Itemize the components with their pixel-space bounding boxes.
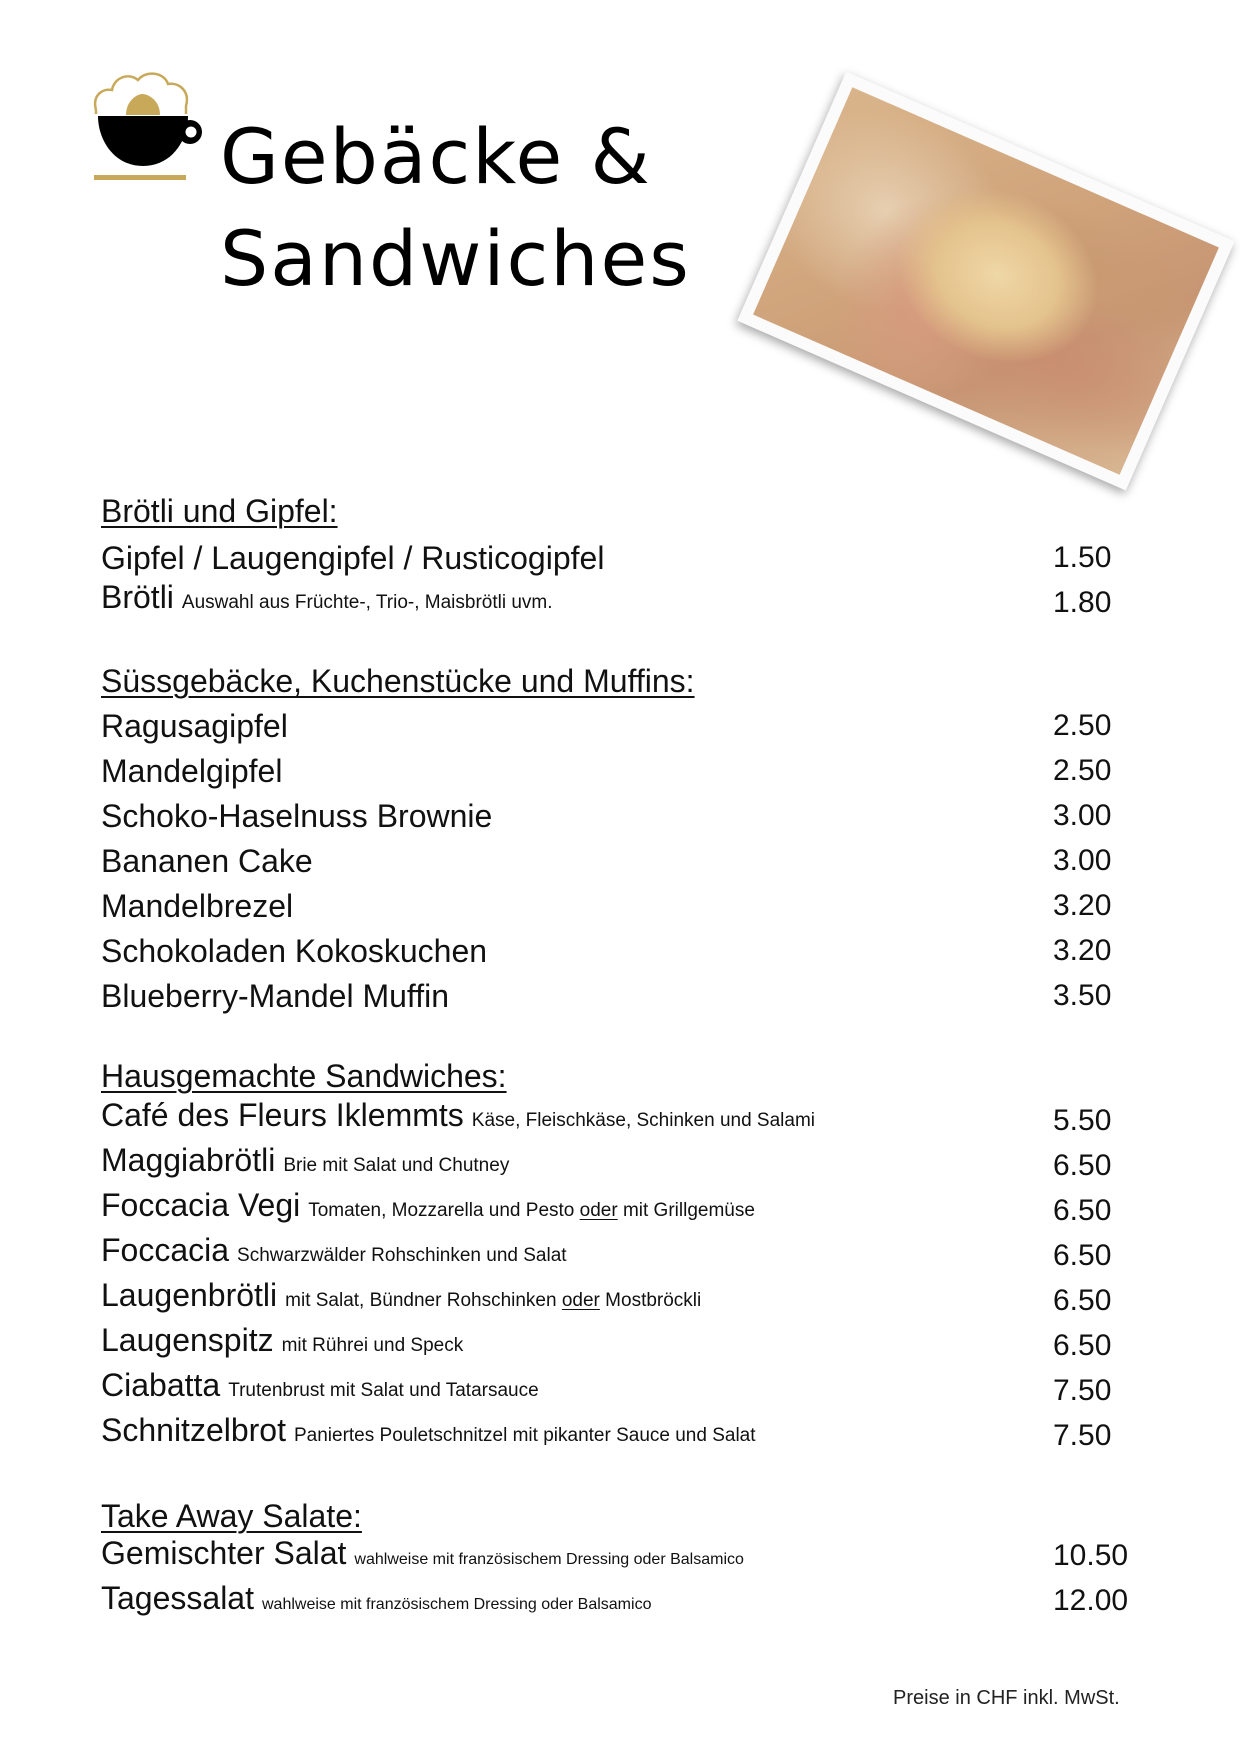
emphasis-oder: oder [579, 1200, 618, 1221]
menu-item [101, 841, 1141, 881]
item-name: Mandelgipfel [101, 753, 283, 789]
emphasis-oder: oder [561, 1290, 600, 1311]
item-name: Ciabatta [101, 1367, 221, 1403]
item-name: Schokoladen Kokoskuchen [101, 933, 488, 969]
item-price: 12.00 [1053, 1584, 1129, 1617]
page-title [220, 106, 691, 310]
item-price: 2.50 [1053, 709, 1112, 742]
item-price: 6.50 [1053, 1239, 1112, 1272]
item-description: mit Salat, Bündner Rohschinken oder Mostbröckli [285, 1290, 702, 1311]
item-price: 1.50 [1053, 541, 1112, 574]
item-name: Schnitzelbrot [101, 1412, 286, 1448]
title-line-1: Gebäcke & [220, 112, 652, 201]
item-price: 5.50 [1053, 1104, 1112, 1137]
item-price: 7.50 [1053, 1374, 1112, 1407]
item-price: 10.50 [1053, 1539, 1129, 1572]
bread-dough-photo [737, 72, 1234, 491]
section-heading-sandwiches: Hausgemachte Sandwiches: [101, 1058, 507, 1094]
item-name: Foccacia Vegi [101, 1187, 301, 1223]
menu-item [101, 976, 1141, 1016]
menu-item [101, 706, 1141, 746]
item-description: Käse, Fleischkäse, Schinken und Salami [471, 1110, 815, 1131]
menu-item [101, 579, 1141, 623]
item-price: 6.50 [1053, 1149, 1112, 1182]
menu-item [101, 1367, 1141, 1411]
section-heading-suessgebaecke: Süssgebäcke, Kuchenstücke und Muffins: [101, 663, 695, 699]
item-name: Schoko-Haselnuss Brownie [101, 798, 493, 834]
menu-item [101, 1580, 1141, 1625]
item-name: Laugenbrötli [101, 1277, 278, 1313]
section-heading-broetli: Brötli und Gipfel: [101, 493, 338, 529]
item-description: wahlweise mit französischem Dressing oder Balsamico [354, 1551, 744, 1568]
item-price: 2.50 [1053, 754, 1112, 787]
item-description: Brie mit Salat und Chutney [283, 1155, 510, 1176]
item-price: 7.50 [1053, 1419, 1112, 1452]
item-name: Café des Fleurs Iklemmts [101, 1097, 464, 1133]
item-description: Paniertes Pouletschnitzel mit pikanter Sauce und Salat [293, 1425, 756, 1446]
item-description: Auswahl aus Früchte-, Trio-, Maisbrötli uvm. [181, 592, 553, 613]
menu-item [101, 1232, 1141, 1276]
item-price: 1.80 [1053, 586, 1112, 619]
item-description: Trutenbrust mit Salat und Tatarsauce [228, 1380, 539, 1401]
menu-item [101, 538, 1141, 578]
item-price: 3.20 [1053, 889, 1112, 922]
item-name: Gipfel / Laugengipfel / Rusticogipfel [101, 540, 605, 576]
item-description: wahlweise mit französischem Dressing oder Balsamico [261, 1596, 652, 1613]
item-name: Foccacia [101, 1232, 230, 1268]
menu-item [101, 1187, 1141, 1231]
item-name: Laugenspitz [101, 1322, 274, 1358]
price-note: Preise in CHF inkl. MwSt. [893, 1687, 1120, 1709]
menu-item [101, 1412, 1141, 1456]
menu-item [101, 1277, 1141, 1321]
menu-item [101, 1142, 1141, 1186]
coffee-cup-logo-icon [86, 70, 204, 186]
title-line-2: Sandwiches [220, 214, 691, 303]
photo-image [753, 87, 1219, 474]
item-price: 6.50 [1053, 1194, 1112, 1227]
item-price: 3.00 [1053, 799, 1112, 832]
item-name: Ragusagipfel [101, 708, 288, 744]
item-name: Tagessalat [101, 1580, 254, 1616]
item-price: 3.00 [1053, 844, 1112, 877]
item-description: mit Rührei und Speck [281, 1335, 464, 1356]
item-name: Mandelbrezel [101, 888, 294, 924]
item-name: Brötli [101, 579, 174, 615]
item-name: Bananen Cake [101, 843, 313, 879]
item-price: 3.50 [1053, 979, 1112, 1012]
item-price: 6.50 [1053, 1284, 1112, 1317]
item-price: 6.50 [1053, 1329, 1112, 1362]
item-price: 3.20 [1053, 934, 1112, 967]
item-description: Tomaten, Mozzarella und Pesto oder mit Grillgemüse [308, 1200, 755, 1221]
item-name: Gemischter Salat [101, 1535, 347, 1571]
menu-item [101, 1097, 1141, 1141]
item-description: Schwarzwälder Rohschinken und Salat [237, 1245, 567, 1266]
section-heading-salate: Take Away Salate: [101, 1498, 362, 1534]
menu-item [101, 931, 1141, 971]
menu-item [101, 751, 1141, 791]
menu-item [101, 1535, 1141, 1580]
menu-item [101, 886, 1141, 926]
item-name: Maggiabrötli [101, 1142, 276, 1178]
menu-item [101, 1322, 1141, 1366]
item-name: Blueberry-Mandel Muffin [101, 978, 450, 1014]
menu-item [101, 796, 1141, 836]
